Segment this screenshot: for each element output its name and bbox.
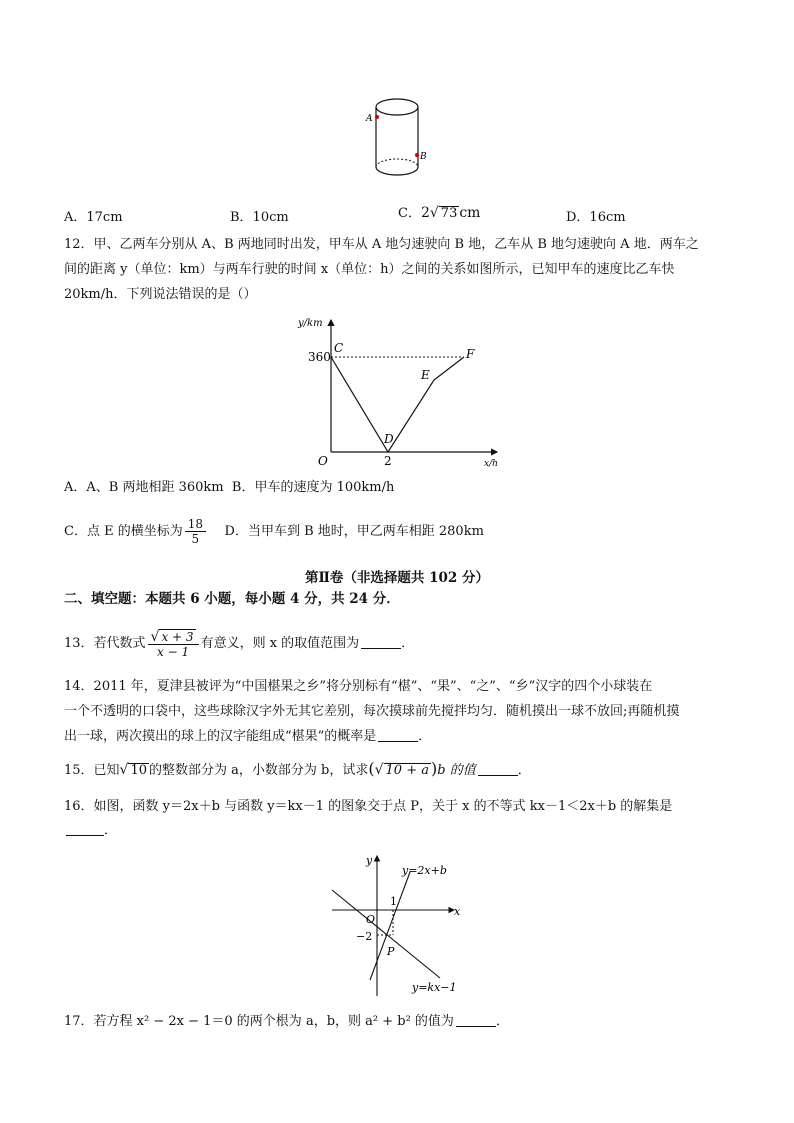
q11-option-d: D．16cm	[566, 210, 626, 225]
q12-y-tick: 360	[308, 350, 331, 364]
q16-tick-1: 1	[390, 895, 397, 908]
q11-option-c: C．2√ 73 cm	[398, 205, 481, 221]
cylinder-label-a: A	[366, 114, 373, 124]
q14-answer-blank[interactable]	[378, 729, 418, 742]
q16-line2-label: y=kx−1	[412, 981, 457, 994]
q11-option-a: A．17cm	[64, 210, 123, 225]
q17-text: 17．若方程 x² − 2x − 1＝0 的两个根为 a，b，则 a² + b² 的值为 ．	[64, 1014, 509, 1029]
q16-origin-label: O	[366, 913, 376, 926]
cylinder-figure	[360, 95, 430, 185]
q16-point-p: P	[387, 945, 395, 958]
q13-fraction: $\frac{√ x + 3}{x - 1}$	[148, 629, 199, 659]
q12-x-tick: 2	[384, 454, 392, 468]
q12-option-ab: A．A、B 两地相距 360km B．甲车的速度为 100km/h	[64, 480, 395, 495]
cylinder-label-b: B	[420, 152, 427, 162]
q16-x-label: x	[454, 905, 461, 918]
q12-point-c: C	[334, 341, 344, 355]
q14-text-line1: 14．2011 年，夏津县被评为“中国椹果之乡”将分别标有“椹”、“果”、“之”、“乡”汉字的四个小球装在	[64, 679, 653, 694]
q16-tick-neg2: −2	[356, 930, 373, 943]
section2-heading: 二、填空题：本题共 6 小题，每小题 4 分，共 24 分．	[64, 591, 400, 607]
q16-function-graph	[330, 850, 470, 1000]
section2-title: 第Ⅱ卷（非选择题共 102 分）	[305, 570, 489, 586]
q14-text-line2: 一个不透明的口袋中，这些球除汉字外无其它差别，每次摸球前先搅拌均匀．随机摸出一球不放回;再随机摸	[64, 704, 680, 719]
q12-point-e: E	[421, 368, 430, 382]
q14-text-line3: 出一球，两次摸出的球上的汉字能组成“椹果”的概率是 ．	[64, 729, 432, 744]
q16-y-label: y	[366, 854, 373, 867]
q12-x-axis-label: x/h	[484, 459, 498, 469]
q12-text-line3: 20km/h．下列说法错误的是（）	[64, 287, 257, 302]
q12-point-d: D	[384, 432, 394, 446]
q16-answer-blank[interactable]	[66, 823, 104, 836]
fraction-18-5: $\frac{18}{5}$	[185, 517, 206, 546]
q12-distance-graph	[292, 312, 506, 472]
q16-text-line2: ．	[64, 822, 117, 840]
q16-line1-label: y=2x+b	[402, 864, 447, 877]
q12-option-cd: C．点 E 的横坐标为 $\frac{18}{5}$ D．当甲车到 B 地时，甲乙两车相距 280km	[64, 517, 484, 546]
q13-answer-blank[interactable]	[361, 636, 401, 649]
q12-point-f: F	[466, 347, 475, 361]
q13-text: 13．若代数式 $\frac{√ x + 3}{x - 1}$ 有意义，则 x 的取值范围为 ．	[64, 628, 415, 659]
q12-y-axis-label: y/km	[298, 318, 323, 329]
q17-answer-blank[interactable]	[456, 1014, 496, 1027]
q12-origin-label: O	[318, 454, 328, 468]
q12-text-line2: 间的距离 y（单位：km）与两车行驶的时间 x（单位：h）之间的关系如图所示，已知甲车的速度比乙车快	[64, 262, 675, 277]
q15-answer-blank[interactable]	[478, 763, 518, 776]
q12-text-line1: 12．甲、乙两车分别从 A、B 两地同时出发，甲车从 A 地匀速驶向 B 地，乙车从 B 地匀速驶向 A 地．两车之	[64, 237, 699, 252]
q11-option-b: B．10cm	[230, 210, 289, 225]
q16-text-line1: 16．如图，函数 y＝2x＋b 与函数 y＝kx－1 的图象交于点 P，关于 x 的不等式 kx－1＜2x＋b 的解集是	[64, 799, 673, 814]
q15-text: 15．已知√ 10 的整数部分为 a，小数部分为 b，试求(√ 10 + a )b 的值 ．	[64, 759, 531, 778]
